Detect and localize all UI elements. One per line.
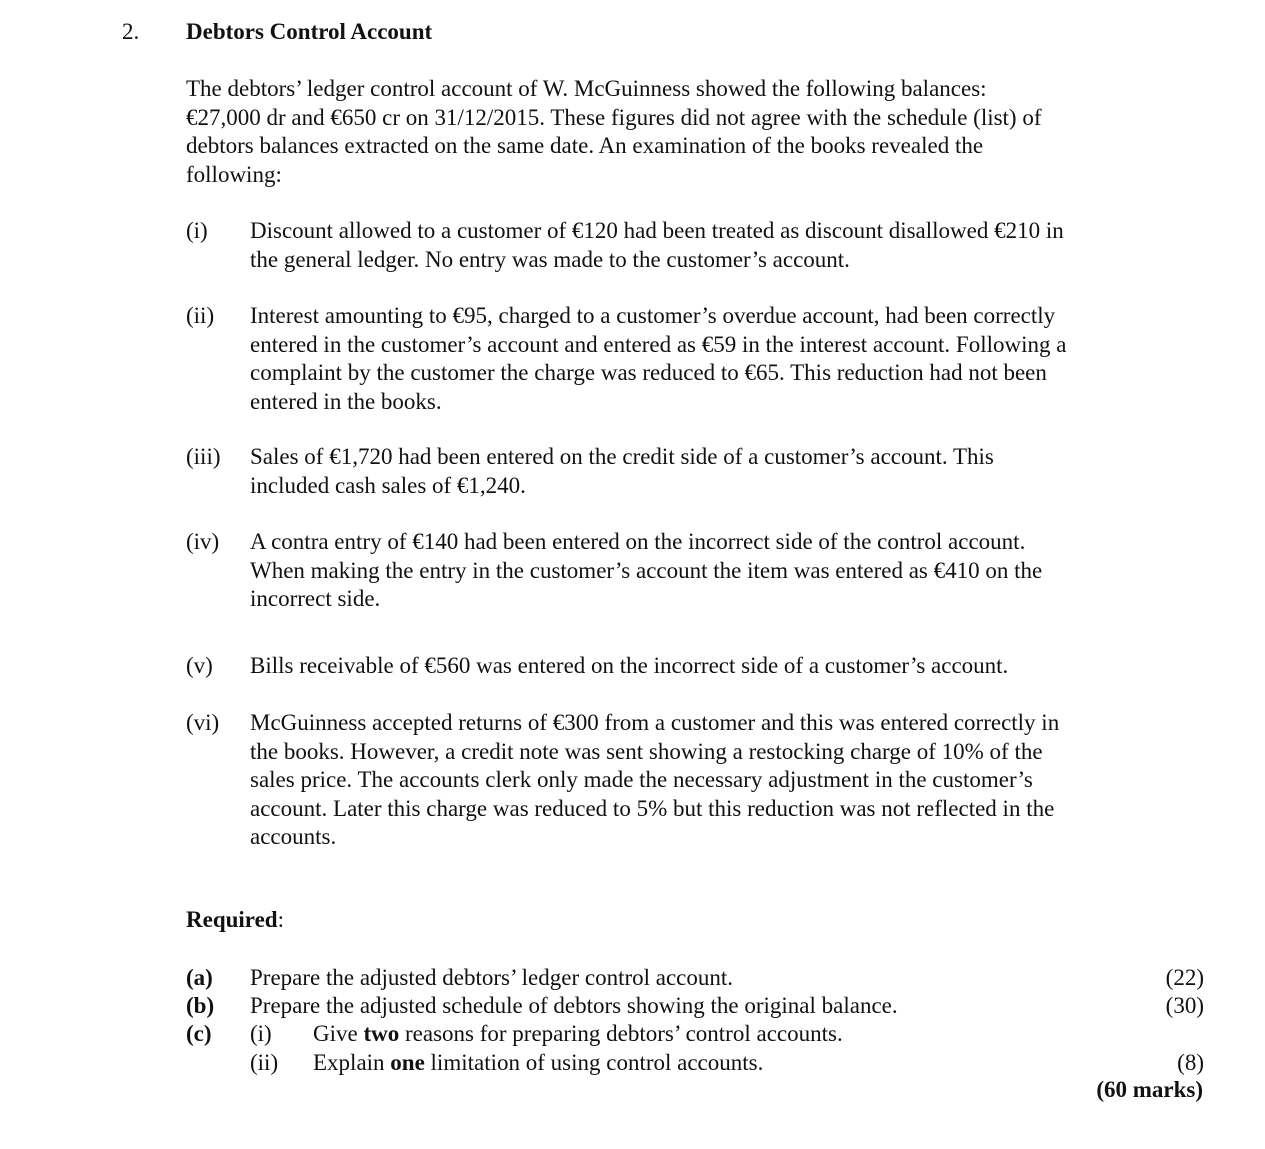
item-line: Sales of €1,720 had been entered on the credit side of a customer’s account. This <box>250 444 994 469</box>
item-line: incorrect side. <box>250 586 381 611</box>
question-number: 2. <box>122 19 140 44</box>
sub-requirement-label: (i) <box>250 1021 272 1046</box>
intro-line: following: <box>186 161 282 187</box>
item-label: (ii) <box>186 303 215 328</box>
item-line: A contra entry of €140 had been entered on the incorrect side of the control account. <box>250 529 1026 554</box>
item-line: complaint by the customer the charge was reduced to €65. This reduction had not been <box>250 360 1047 385</box>
total-marks: (60 marks) <box>1096 1077 1203 1102</box>
item-line: When making the entry in the customer’s account the item was entered as €410 on the <box>250 557 1043 583</box>
item-line: Interest amounting to €95, charged to a customer’s overdue account, had been correctly <box>250 303 1056 328</box>
requirement-b <box>186 992 1204 1021</box>
requirement-c-i <box>186 1020 1204 1049</box>
requirement-label: (c) <box>186 1021 212 1046</box>
requirement-text: Prepare the adjusted schedule of debtors showing the original balance. <box>250 993 898 1018</box>
item-line: account. Later this charge was reduced to 5% but this reduction was not reflected in the <box>250 795 1055 821</box>
item-line: Bills receivable of €560 was entered on the incorrect side of a customer’s account. <box>250 653 1009 678</box>
requirement-a <box>186 964 1204 993</box>
item-line: sales price. The accounts clerk only made the necessary adjustment in the customer’s <box>250 767 1033 792</box>
requirement-text: Prepare the adjusted debtors’ ledger control account. <box>250 965 734 990</box>
item-label: (v) <box>186 653 213 678</box>
intro-line: €27,000 dr and €650 cr on 31/12/2015. These figures did not agree with the schedule (list) of <box>186 104 1042 130</box>
item-label: (vi) <box>186 710 220 735</box>
requirement-label: (a) <box>186 965 213 990</box>
sub-requirement-label: (ii) <box>250 1050 279 1075</box>
item-line: the books. However, a credit note was sent showing a restocking charge of 10% of the <box>250 738 1043 764</box>
item-label: (iv) <box>186 529 220 554</box>
requirement-label: (b) <box>186 993 215 1018</box>
item-label: (i) <box>186 218 208 243</box>
item-line: McGuinness accepted returns of €300 from a customer and this was entered correctly in <box>250 710 1060 735</box>
item-line: entered in the books. <box>250 388 442 414</box>
item-line: entered in the customer’s account and entered as €59 in the interest account. Following a <box>250 331 1067 357</box>
marks: (8) <box>1177 1050 1204 1075</box>
item-label: (iii) <box>186 444 221 469</box>
required-heading <box>186 906 284 935</box>
item-line: Discount allowed to a customer of €120 had been treated as discount disallowed €210 in <box>250 218 1064 243</box>
requirement-c-ii <box>186 1049 1204 1078</box>
intro-paragraph <box>186 75 1146 189</box>
item-line: included cash sales of €1,240. <box>250 472 526 498</box>
marks: (22) <box>1165 965 1204 990</box>
question-title: Debtors Control Account <box>186 19 433 44</box>
sub-requirement-text: Explain one limitation of using control accounts. <box>313 1050 764 1075</box>
required-heading-text: Required <box>186 907 278 932</box>
marks: (30) <box>1165 993 1204 1018</box>
intro-line: The debtors’ ledger control account of W. McGuinness showed the following balances: <box>186 76 987 101</box>
item-line: accounts. <box>250 824 337 849</box>
item-line: the general ledger. No entry was made to the customer’s account. <box>250 246 850 272</box>
sub-requirement-text: Give two reasons for preparing debtors’ control accounts. <box>313 1021 843 1046</box>
required-colon: : <box>277 907 284 932</box>
intro-line: debtors balances extracted on the same date. An examination of the books revealed the <box>186 133 984 158</box>
